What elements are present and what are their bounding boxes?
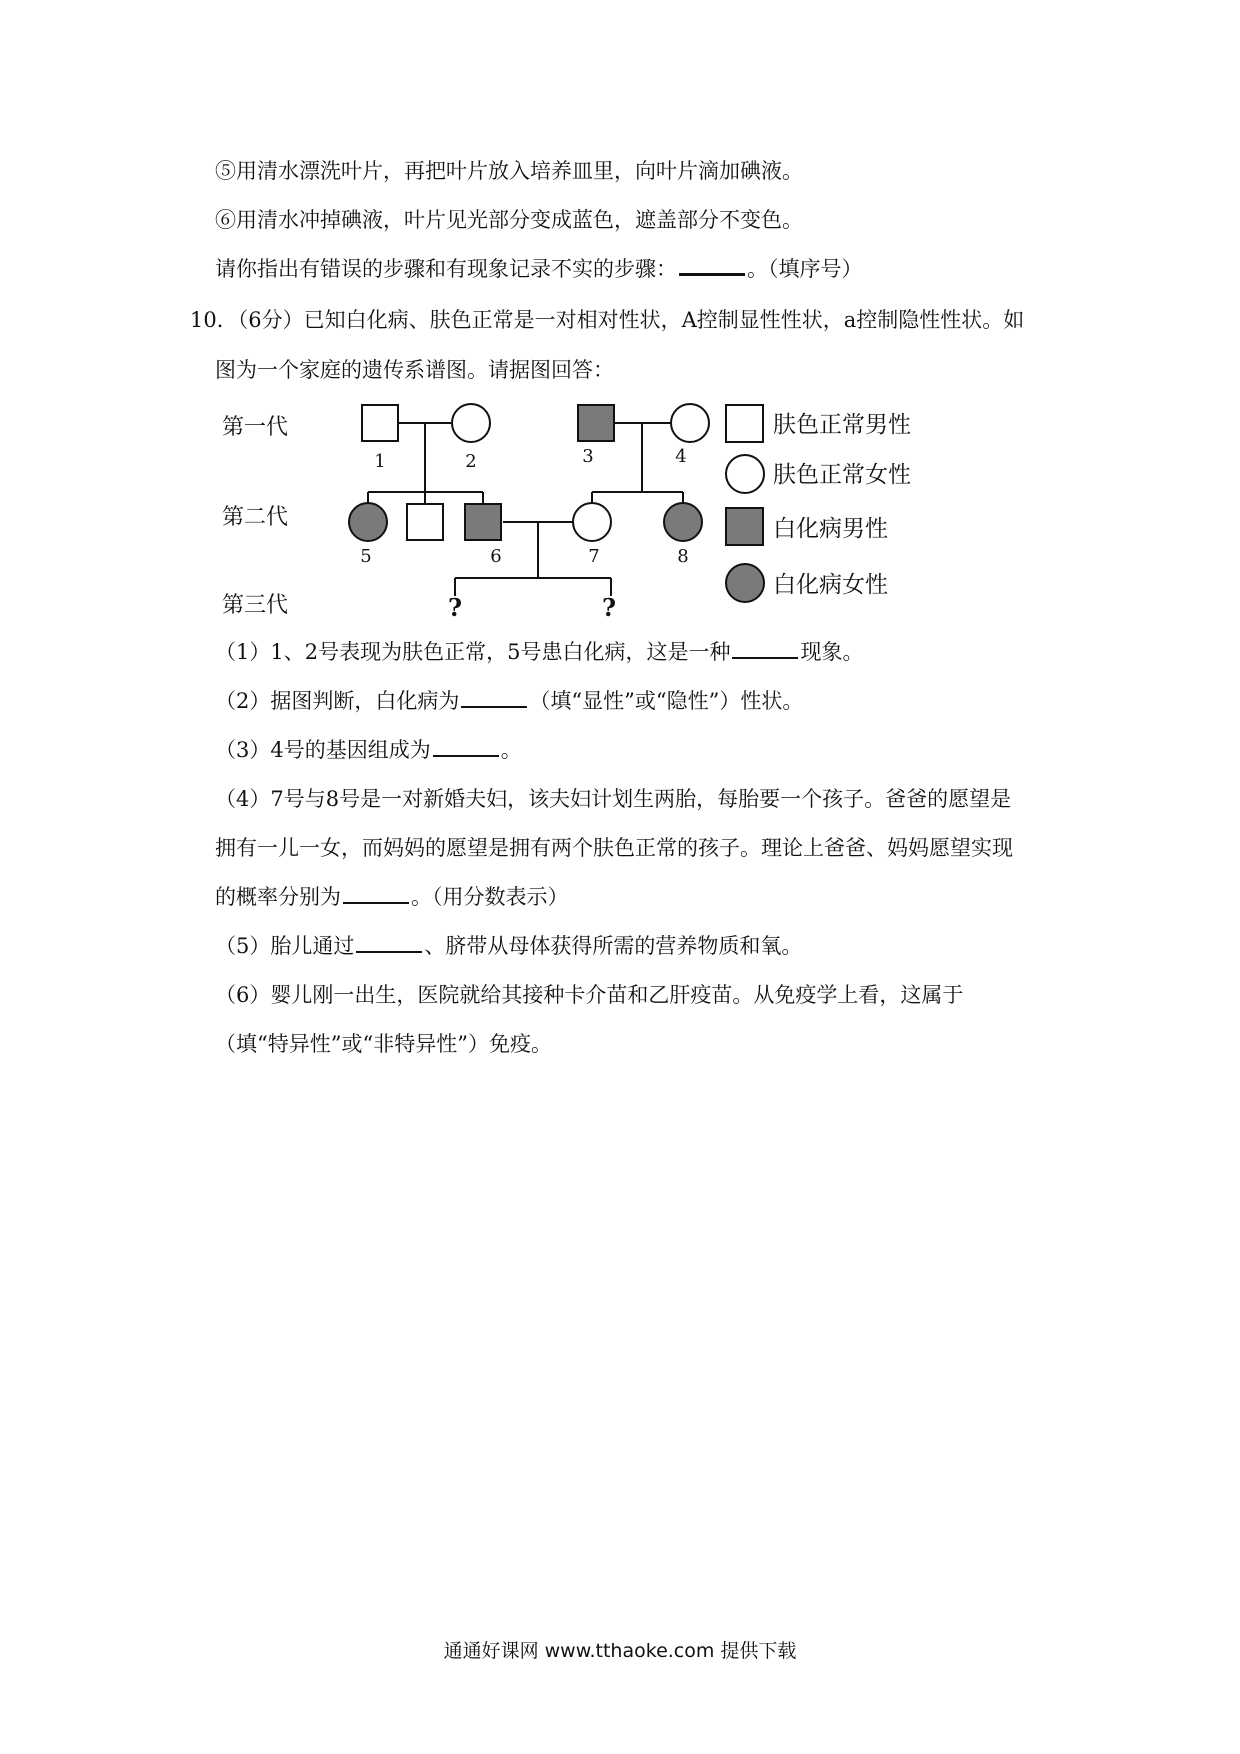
answer-blank[interactable] <box>343 884 409 904</box>
legend-affected-male-icon <box>726 508 763 545</box>
individual-7 <box>573 503 611 541</box>
sub-question-4-line-2: 拥有一儿一女，而妈妈的愿望是拥有两个肤色正常的孩子。理论上爸爸、妈妈愿望实现 <box>215 836 1013 860</box>
legend-affected-female-label: 白化病女性 <box>773 572 888 598</box>
number-5: 5 <box>360 546 372 567</box>
individual-3 <box>578 405 614 441</box>
individual-unnamed-son <box>407 504 443 540</box>
sub3-tail: 。 <box>500 738 522 762</box>
sub-question-2 <box>215 687 803 715</box>
sub5-text: （5）胎儿通过 <box>215 934 355 958</box>
sub-question-4-line-3 <box>215 883 569 911</box>
step-6-text: ⑥用清水冲掉碘液，叶片见光部分变成蓝色，遮盖部分不变色。 <box>215 208 803 232</box>
individual-4 <box>671 404 709 442</box>
sub4-tail: 。（用分数表示） <box>411 885 569 909</box>
pedigree-legend <box>726 405 764 602</box>
generation-label-2: 第二代 <box>222 505 289 530</box>
step-5-text: ⑤用清水漂洗叶片，再把叶片放入培养皿里，向叶片滴加碘液。 <box>215 159 803 183</box>
answer-blank[interactable] <box>433 737 499 757</box>
individual-5 <box>349 503 387 541</box>
q10-header: 10．（6分）已知白化病、肤色正常是一对相对性状，A控制显性性状，a控制隐性性状。如 <box>190 308 1025 332</box>
legend-normal-female-label: 肤色正常女性 <box>773 462 911 488</box>
page-footer: 通通好课网 www.tthaoke.com 提供下载 <box>443 1640 797 1662</box>
q9-prompt-text: 请你指出有错误的步骤和有现象记录不实的步骤： <box>215 257 677 281</box>
number-3: 3 <box>582 446 594 467</box>
legend-labels <box>773 412 911 598</box>
sub1-text: （1）1、2号表现为肤色正常，5号患白化病，这是一种 <box>215 640 731 664</box>
individual-6 <box>465 504 501 540</box>
sub-question-3 <box>215 736 522 764</box>
generation-labels <box>222 415 288 618</box>
sub1-tail: 现象。 <box>800 640 864 664</box>
number-6: 6 <box>490 546 502 567</box>
q10-header-cont: 图为一个家庭的遗传系谱图。请据图回答： <box>215 358 614 382</box>
pedigree-diagram <box>0 0 1240 640</box>
sub5-tail: 、脐带从母体获得所需的营养物质和氧。 <box>424 934 803 958</box>
number-8: 8 <box>677 546 689 567</box>
answer-blank[interactable] <box>461 688 527 708</box>
individual-1 <box>362 405 398 441</box>
sub2-tail: （填“显性”或“隐性”）性状。 <box>529 689 804 713</box>
unknown-child-2: ? <box>601 593 617 622</box>
individual-8 <box>664 503 702 541</box>
legend-normal-male-icon <box>726 405 763 442</box>
legend-affected-female-icon <box>726 564 764 602</box>
individual-2 <box>452 404 490 442</box>
sub-question-6-line-2: （填“特异性”或“非特异性”）免疫。 <box>215 1032 552 1056</box>
sub-question-4-line-1: （4）7号与8号是一对新婚夫妇，该夫妇计划生两胎，每胎要一个孩子。爸爸的愿望是 <box>215 787 1012 811</box>
number-1: 1 <box>374 451 386 472</box>
legend-affected-male-label: 白化病男性 <box>773 516 888 542</box>
pedigree-individuals <box>349 404 709 541</box>
number-7: 7 <box>588 546 600 567</box>
sub3-text: （3）4号的基因组成为 <box>215 738 431 762</box>
legend-normal-female-icon <box>726 455 764 493</box>
number-2: 2 <box>465 451 477 472</box>
answer-blank[interactable] <box>356 933 422 953</box>
answer-blank[interactable] <box>732 639 798 659</box>
legend-normal-male-label: 肤色正常男性 <box>773 412 911 438</box>
sub-question-6-line-1: （6）婴儿刚一出生，医院就给其接种卡介苗和乙肝疫苗。从免疫学上看，这属于 <box>215 983 964 1007</box>
number-4: 4 <box>675 446 687 467</box>
sub4-text: 的概率分别为 <box>215 885 341 909</box>
unknown-child-1: ? <box>447 593 463 622</box>
generation-label-3: 第三代 <box>222 593 289 618</box>
sub-question-5 <box>215 932 802 960</box>
sub2-text: （2）据图判断，白化病为 <box>215 689 460 713</box>
q9-prompt-tail: 。（填序号） <box>747 257 863 281</box>
generation-label-1: 第一代 <box>222 415 289 440</box>
sub-question-1 <box>215 638 863 666</box>
